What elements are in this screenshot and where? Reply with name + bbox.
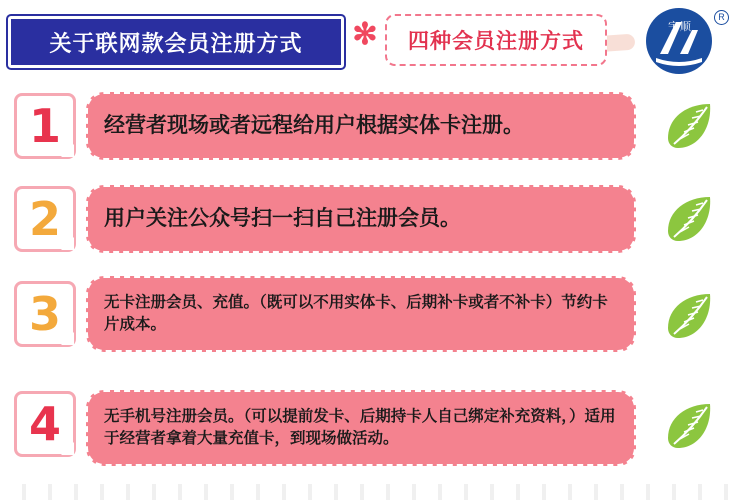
page-title: 关于联网款会员注册方式: [49, 30, 303, 56]
item-card: [86, 390, 636, 466]
logo-mark-icon: [646, 8, 712, 74]
badge-corner-fold: [61, 442, 74, 455]
item-number: 2: [28, 192, 61, 246]
subtitle-text: 四种会员注册方式: [408, 30, 584, 53]
item-number-badge: [14, 93, 76, 159]
subtitle-box: [385, 14, 607, 66]
item-number-badge: [14, 391, 76, 457]
item-text: 经营者现场或者远程给用户根据实体卡注册。: [104, 113, 524, 137]
leaf-icon: [660, 286, 718, 344]
leaf-icon: [660, 96, 718, 154]
list-item: [0, 177, 750, 261]
badge-corner-fold: [61, 332, 74, 345]
item-text: 无手机号注册会员。（可以提前发卡、后期持卡人自己绑定补充资料，）适用于经营者拿着大量充值卡，到现场做活动。: [104, 407, 616, 447]
leaf-icon: [660, 189, 718, 247]
badge-corner-fold: [61, 144, 74, 157]
sparkle-icon: ✻: [352, 18, 378, 51]
item-number: 3: [28, 287, 61, 341]
item-text: 用户关注公众号扫一扫自己注册会员。: [104, 206, 461, 230]
header: [0, 0, 750, 82]
item-number: 4: [28, 397, 61, 451]
brand-logo: [640, 6, 736, 76]
item-text: 无卡注册会员、充值。（既可以不用实体卡、后期补卡或者不补卡）节约卡片成本。: [104, 293, 608, 333]
item-number-badge: [14, 186, 76, 252]
badge-corner-fold: [61, 237, 74, 250]
page-title-banner: [8, 16, 344, 68]
logo-brand-text: 宇顺: [668, 21, 692, 33]
item-number-badge: [14, 281, 76, 347]
list-item: [0, 382, 750, 466]
leaf-icon: [660, 396, 718, 454]
item-card: [86, 185, 636, 253]
item-card: [86, 276, 636, 352]
item-card: [86, 92, 636, 160]
bottom-watermark-strip: [0, 484, 750, 500]
registered-mark-icon: R: [714, 10, 729, 25]
list-item: [0, 84, 750, 168]
item-number: 1: [28, 99, 61, 153]
list-item: [0, 272, 750, 356]
